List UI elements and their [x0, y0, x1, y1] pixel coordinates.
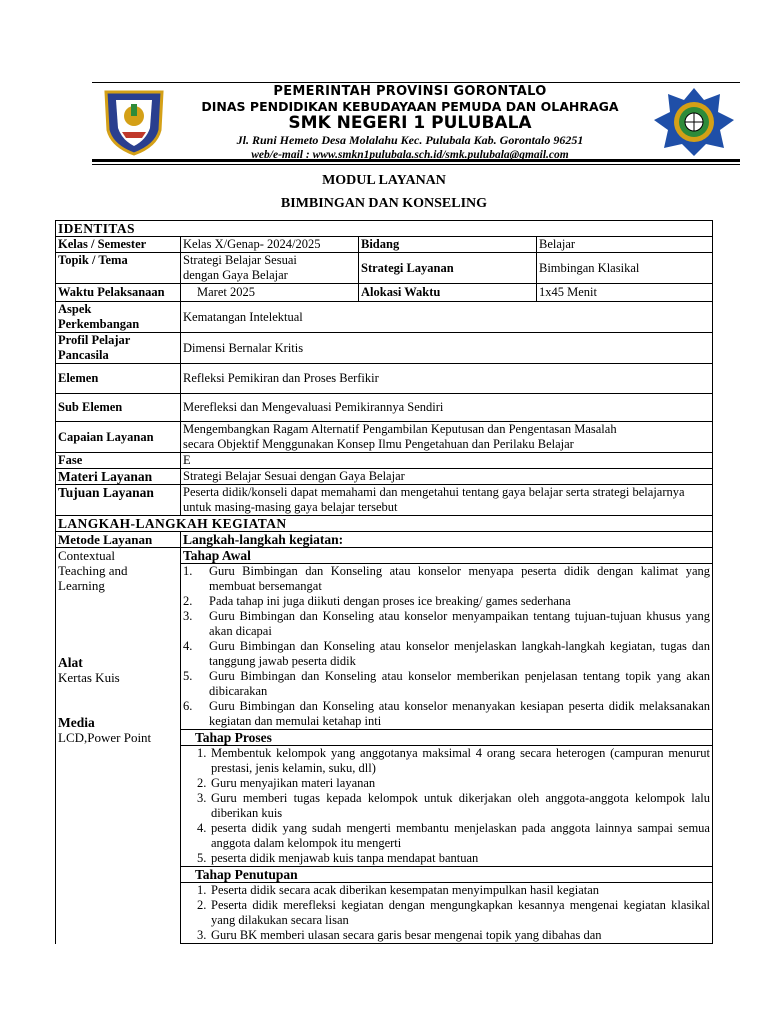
tujuan-label: Tujuan Layanan: [56, 485, 181, 516]
bidang-label: Bidang: [359, 237, 537, 253]
capaian-label: Capaian Layanan: [56, 422, 181, 453]
letterhead-address: Jl. Runi Hemeto Desa Molalahu Kec. Pulubala Kab. Gorontalo 96251: [236, 133, 584, 147]
materi-row: [56, 469, 713, 485]
list-item: 1. Membentuk kelompok yang anggotanya maksimal 4 orang secara heterogen (campuran menurut prestasi, jenis kelamin, suku, dll): [197, 746, 710, 775]
tahap-proses-content: [181, 746, 713, 867]
sub-elemen-row: [56, 394, 713, 422]
topik-value-line2: dengan Gaya Belajar: [183, 268, 288, 282]
list-item: 3. Guru Bimbingan dan Konseling atau konselor menyampaikan tentang tujuan-tujuan khusus yang akan dicapai: [183, 609, 710, 638]
list-item: 2. Guru menyajikan materi layanan: [197, 776, 376, 790]
letterhead-school-name: SMK NEGERI 1 PULUBALA: [288, 113, 532, 133]
letterhead-province: PEMERINTAH PROVINSI GORONTALO: [273, 84, 547, 99]
list-item: 4. peserta didik yang sudah mengerti membantu menjelaskan pada anggota lainnya sampai semua anggota dalam kelompok itu mengerti: [197, 821, 710, 850]
tujuan-value: Peserta didik/konseli dapat memahami dan mengetahui tentang gaya belajar serta strategi belajarnya untuk masing-masing gaya belajar tersebut: [181, 485, 713, 516]
list-item: 1. Guru Bimbingan dan Konseling atau konselor menyapa peserta didik dengan kalimat yang membuat bersemangat: [183, 564, 710, 593]
item-number: 1.: [197, 746, 207, 760]
list-item: 3. Guru BK memberi ulasan secara garis besar mengenai topik yang dibahas dan: [197, 928, 602, 942]
module-table: [55, 220, 713, 944]
spacer: [58, 593, 178, 655]
topik-label: Topik / Tema: [56, 253, 181, 284]
metode-label: Metode Layanan: [56, 532, 181, 548]
elemen-label: Elemen: [56, 364, 181, 394]
tahap-awal-content: [181, 564, 713, 730]
profil-row: [56, 333, 713, 364]
smk-school-emblem: [652, 86, 736, 158]
metode-value-line1: Contextual: [58, 548, 116, 563]
alokasi-value: 1x45 Menit: [537, 284, 713, 302]
tahap-awal-list: [183, 564, 710, 729]
tahap-proses-title: Tahap Proses: [181, 730, 713, 746]
identitas-header: IDENTITAS: [56, 221, 713, 237]
langkah-header: LANGKAH-LANGKAH KEGIATAN: [56, 516, 713, 532]
aspek-row: [56, 302, 713, 333]
item-number: 4.: [197, 821, 207, 835]
list-item: 3. Guru memberi tugas kepada kelompok untuk dikerjakan oleh anggota-anggota kelompok lalu diberikan kuis: [197, 791, 710, 820]
letterhead-text: [180, 84, 640, 162]
kelas-value: Kelas X/Genap- 2024/2025: [181, 237, 359, 253]
item-number: 4.: [183, 639, 193, 653]
waktu-value: Maret 2025: [181, 284, 359, 302]
item-number: 1.: [183, 564, 193, 578]
module-subtitle: BIMBINGAN DAN KONSELING: [280, 196, 488, 211]
tahap-awal-title: Tahap Awal: [181, 548, 713, 564]
letterhead-rule-thin: [92, 164, 740, 165]
letterhead-rule: [92, 159, 740, 162]
item-number: 2.: [197, 898, 207, 912]
module-title: MODUL LAYANAN: [322, 173, 446, 188]
metode-value-line2: Teaching and: [58, 563, 128, 578]
tahap-awal-title-row: [56, 548, 713, 564]
profil-label: [56, 333, 181, 364]
steps-label: Langkah-langkah kegiatan:: [181, 532, 713, 548]
sub-elemen-label: Sub Elemen: [56, 394, 181, 422]
metode-value-line3: Learning: [58, 578, 105, 593]
list-item: 2. Peserta didik merefleksi kegiatan dengan mengungkapkan kesannya mengenai kegiatan klasikal yang dilakukan secara lisan: [197, 898, 710, 927]
tahap-penutupan-title: Tahap Penutupan: [181, 867, 713, 883]
bidang-value: Belajar: [537, 237, 713, 253]
fase-row: [56, 453, 713, 469]
topik-value-line1: Strategi Belajar Sesuai: [183, 253, 297, 267]
alokasi-label: Alokasi Waktu: [359, 284, 537, 302]
item-number: 5.: [183, 669, 193, 683]
item-number: 3.: [197, 791, 207, 805]
langkah-label-row: [56, 532, 713, 548]
kelas-row: [56, 237, 713, 253]
alat-value: Kertas Kuis: [58, 670, 120, 685]
list-item: 2. Pada tahap ini juga diikuti dengan proses ice breaking/ games sederhana: [183, 594, 571, 608]
identitas-header-row: [56, 221, 713, 237]
kelas-label: Kelas / Semester: [56, 237, 181, 253]
tahap-proses-list: [183, 746, 710, 866]
elemen-row: [56, 364, 713, 394]
elemen-value: Refleksi Pemikiran dan Proses Berfikir: [181, 364, 713, 394]
method-column: [56, 548, 181, 944]
profil-label-line1: Profil Pelajar: [58, 333, 131, 347]
materi-value: Strategi Belajar Sesuai dengan Gaya Belajar: [181, 469, 713, 485]
profil-value: Dimensi Bernalar Kritis: [181, 333, 713, 364]
strategi-value: Bimbingan Klasikal: [537, 253, 713, 284]
langkah-header-row: [56, 516, 713, 532]
sub-elemen-value: Merefleksi dan Mengevaluasi Pemikirannya Sendiri: [181, 394, 713, 422]
capaian-value-line1: Mengembangkan Ragam Alternatif Pengambilan Keputusan dan Pengentasan Masalah: [183, 422, 617, 436]
topik-row: [56, 253, 713, 284]
list-item: 5. Guru Bimbingan dan Konseling atau konselor memberikan penjelasan tentang topik yang akan dibicarakan: [183, 669, 710, 698]
capaian-value: [181, 422, 713, 453]
waktu-label: Waktu Pelaksanaan: [56, 284, 181, 302]
tahap-penutupan-list: [183, 883, 710, 943]
list-item: 4. Guru Bimbingan dan Konseling atau konselor menjelaskan langkah-langkah kegiatan, tugas dan tanggung jawab peserta didik: [183, 639, 710, 668]
profil-label-line2: Pancasila: [58, 348, 109, 362]
aspek-label: [56, 302, 181, 333]
list-item: 1. Peserta didik secara acak diberikan kesempatan menyimpulkan hasil kegiatan: [197, 883, 600, 897]
list-item: 6. Guru Bimbingan dan Konseling atau konselor menanyakan kesiapan peserta didik melaksanakan kegiatan dan memulai ketahap inti: [183, 699, 710, 728]
letterhead-web: web/e-mail : www.smkn1pulubala.sch.id/smk.pulubala@gmail.com: [251, 149, 569, 161]
materi-label: Materi Layanan: [56, 469, 181, 485]
waktu-row: [56, 284, 713, 302]
tahap-penutupan-content: [181, 883, 713, 944]
item-number: 3.: [183, 609, 193, 623]
item-number: 2.: [183, 594, 193, 608]
aspek-label-line1: Aspek: [58, 302, 92, 316]
fase-value: E: [181, 453, 713, 469]
gorontalo-province-emblem: [96, 86, 172, 156]
item-number: 5.: [197, 851, 207, 865]
fase-label: Fase: [56, 453, 181, 469]
aspek-label-line2: Perkembangan: [58, 317, 140, 331]
alat-label: Alat: [58, 655, 83, 670]
list-item: 5. peserta didik menjawab kuis tanpa mendapat bantuan: [197, 851, 479, 865]
spacer: [58, 685, 178, 715]
topik-value: [181, 253, 359, 284]
item-number: 6.: [183, 699, 193, 713]
aspek-value: Kematangan Intelektual: [181, 302, 713, 333]
item-number: 3.: [197, 928, 207, 942]
letterhead-department: DINAS PENDIDIKAN KEBUDAYAAN PEMUDA DAN OLAHRAGA: [201, 99, 619, 114]
strategi-label: Strategi Layanan: [359, 253, 537, 284]
item-number: 1.: [197, 883, 207, 897]
capaian-value-line2: secara Objektif Menggunakan Konsep Ilmu Pengetahuan dan Perilaku Belajar: [183, 437, 574, 451]
media-value: LCD,Power Point: [58, 730, 152, 745]
tujuan-row: [56, 485, 713, 516]
capaian-row: [56, 422, 713, 453]
item-number: 2.: [197, 776, 207, 790]
media-label: Media: [58, 715, 95, 730]
